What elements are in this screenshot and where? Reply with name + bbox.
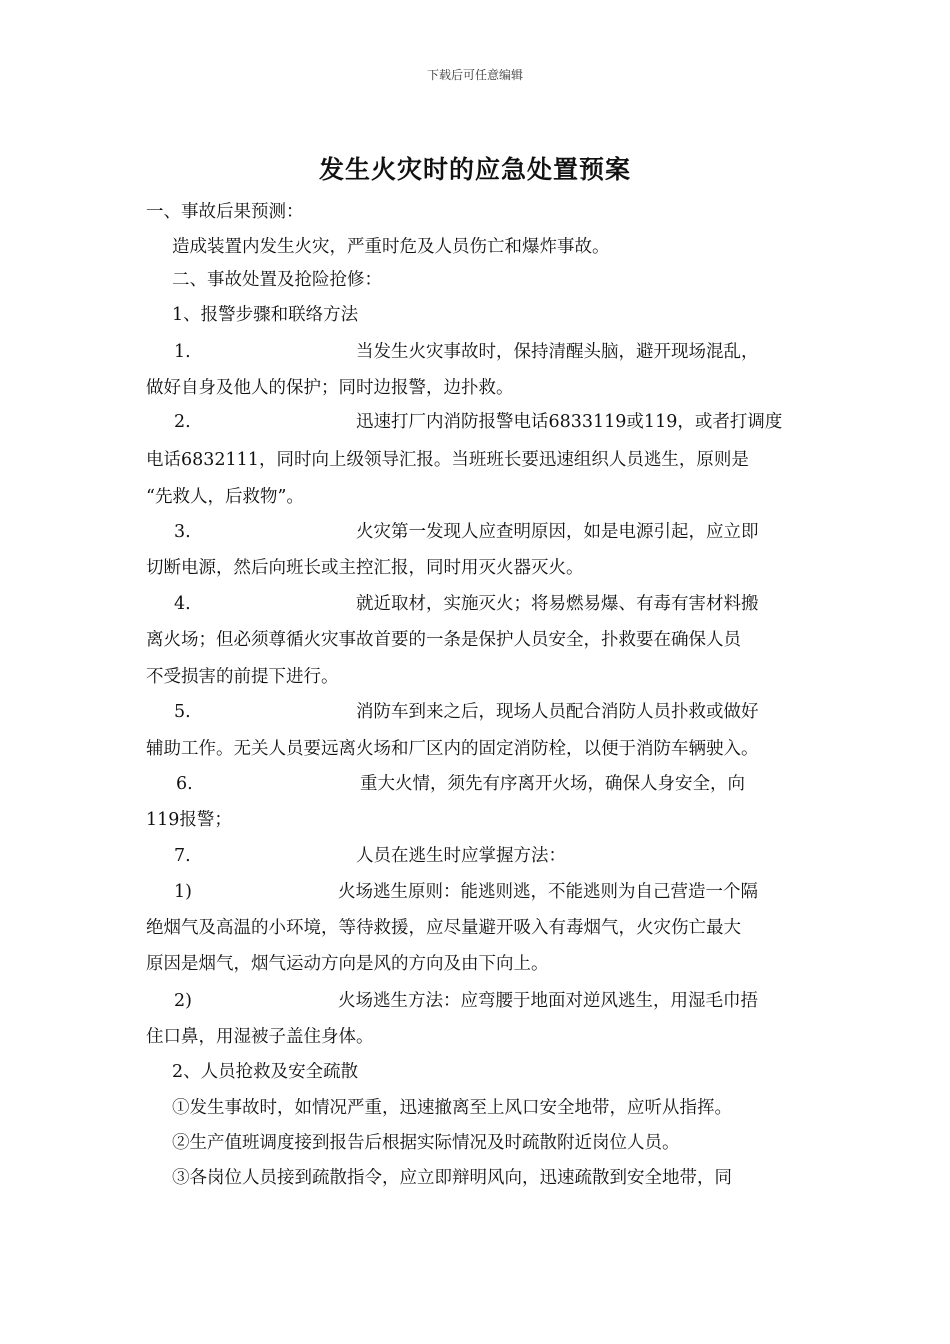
item-line: 人员在逃生时应掌握方法： [356,846,566,866]
subitem-line: 火场逃生原则：能逃则逃，不能逃则为自己营造一个隔 [338,882,758,902]
circled-list-item: ①发生事故时，如情况严重，迅速撤离至上风口安全地带，应听从指挥。 [172,1098,732,1118]
header-note: 下载后可任意编辑 [426,68,523,82]
item-number: 7. [174,846,191,866]
item-number: 5. [174,702,191,722]
subitem-line: 住口鼻，用湿被子盖住身体。 [146,1027,374,1047]
item-number: 1. [174,342,191,362]
item-line: 火灾第一发现人应查明原因，如是电源引起，应立即 [356,522,759,542]
subitem-number: 2) [174,991,192,1011]
item-line: 消防车到来之后，现场人员配合消防人员扑救或做好 [356,702,759,722]
subitem-line: 原因是烟气，烟气运动方向是风的方向及由下向上。 [146,954,549,974]
item-line: 做好自身及他人的保护；同时边报警，边扑救。 [146,378,514,398]
item-line: 电话6832111，同时向上级领导汇报。当班班长要迅速组织人员逃生，原则是 [146,450,749,470]
item-line: 离火场；但必须尊循火灾事故首要的一条是保护人员安全，扑救要在确保人员 [146,630,741,650]
subitem-line: 火场逃生方法：应弯腰于地面对逆风逃生，用湿毛巾捂 [338,991,758,1011]
item-line: 迅速打厂内消防报警电话6833119或119，或者打调度 [356,412,783,432]
item-line: 当发生火灾事故时，保持清醒头脑，避开现场混乱， [356,342,759,362]
item-line: 就近取材，实施灭火；将易燃易爆、有毒有害材料搬 [356,594,759,614]
item-number: 6. [176,774,193,794]
subitem-number: 1) [174,882,192,902]
circled-list-item: ③各岗位人员接到疏散指令，应立即辩明风向，迅速疏散到安全地带，同 [172,1168,732,1188]
section-1-body: 造成装置内发生火灾，严重时危及人员伤亡和爆炸事故。 [172,237,610,257]
item-number: 2. [174,412,191,432]
item-line: 不受损害的前提下进行。 [146,667,339,687]
section-2-heading: 二、事故处置及抢险抢修： [172,270,382,290]
item-line: 119报警； [146,810,232,830]
item-number: 3. [174,522,191,542]
subsection-2-heading: 2、人员抢救及安全疏散 [172,1062,359,1082]
item-line: “先救人，后救物”。 [146,487,304,507]
item-line: 辅助工作。无关人员要远离火场和厂区内的固定消防栓，以便于消防车辆驶入。 [146,739,759,759]
document-title: 发生火灾时的应急处置预案 [318,155,631,184]
circled-list-item: ②生产值班调度接到报告后根据实际情况及时疏散附近岗位人员。 [172,1133,680,1153]
item-line: 重大火情，须先有序离开火场，确保人身安全，向 [360,774,745,794]
subitem-line: 绝烟气及高温的小环境，等待救援，应尽量避开吸入有毒烟气，火灾伤亡最大 [146,918,741,938]
item-number: 4. [174,594,191,614]
subsection-1-heading: 1、报警步骤和联络方法 [172,305,359,325]
section-1-heading: 一、事故后果预测： [146,202,304,222]
item-line: 切断电源，然后向班长或主控汇报，同时用灭火器灭火。 [146,558,584,578]
